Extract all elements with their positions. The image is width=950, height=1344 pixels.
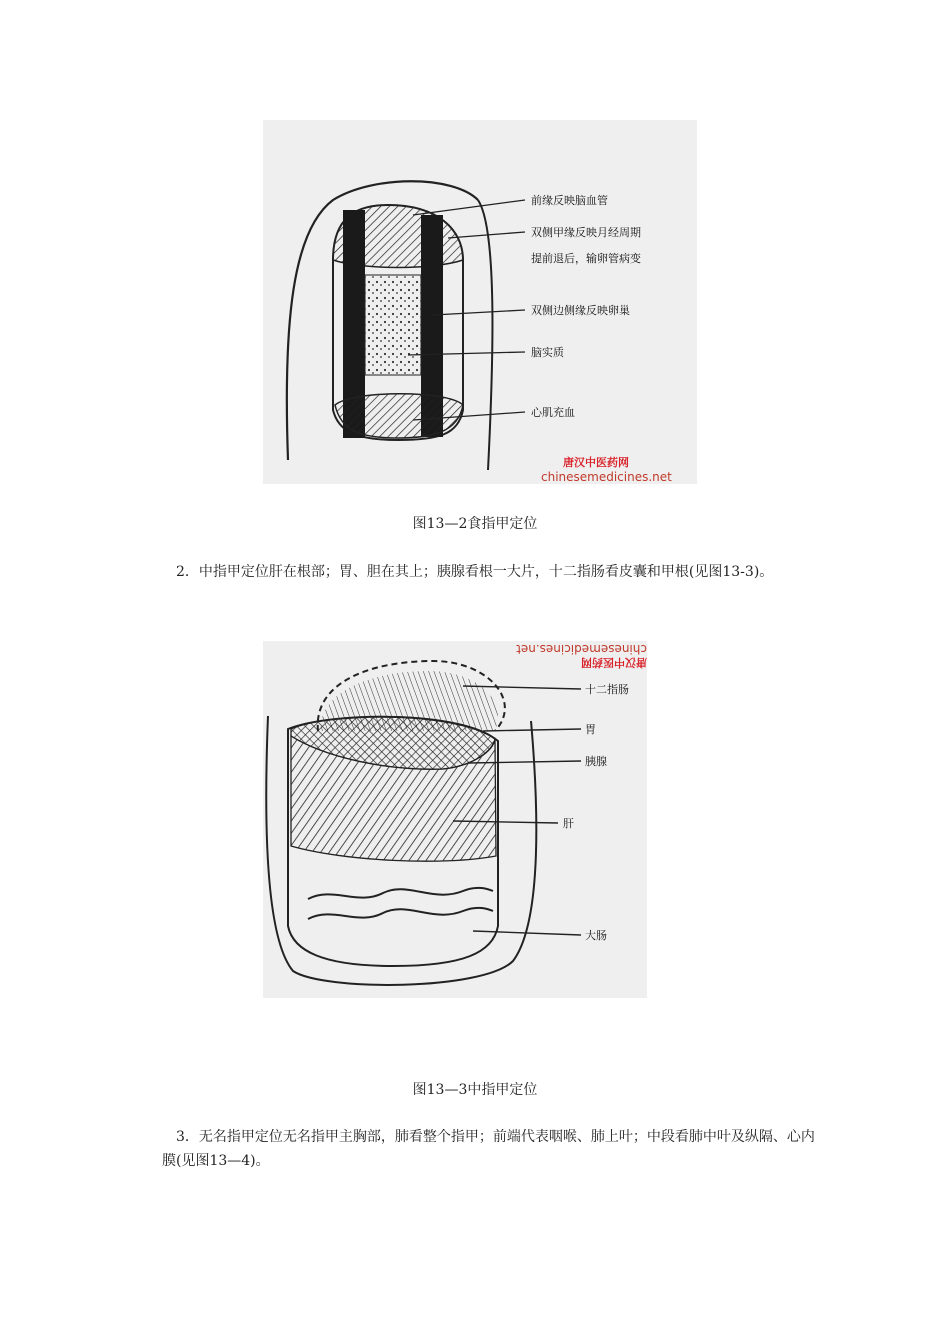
fig1-label-3: 双侧边侧缘反映卵巢 <box>531 304 630 317</box>
fig2-label-3: 肝 <box>563 817 574 830</box>
fig2-watermark-cn: 唐汉中医药网 <box>581 656 647 669</box>
fig2-label-0: 十二指肠 <box>585 683 629 696</box>
paragraph-ring-finger: 3．无名指甲定位无名指甲主胸部，肺看整个指甲；前端代表咽喉、肺上叶；中段看肺中叶及纵隔、心内膜(见图13—4)。 <box>162 1129 815 1169</box>
fig2-watermark-en: chinesemedicines.net <box>516 642 647 656</box>
fig2-label-4: 大肠 <box>585 929 607 942</box>
fig1-label-4: 脑实质 <box>531 346 564 359</box>
fig1-watermark-en: chinesemedicines.net <box>541 470 672 484</box>
figure1-caption: 图13—2食指甲定位 <box>412 516 538 532</box>
fig1-label-5: 心肌充血 <box>531 406 575 419</box>
figure2-caption: 图13—3中指甲定位 <box>412 1082 538 1098</box>
fig2-label-1: 胃 <box>585 723 596 736</box>
fig1-label-1: 双侧甲缘反映月经周期 <box>531 226 641 239</box>
fig1-label-2: 提前退后，输卵管病变 <box>531 252 641 265</box>
fig2-label-2: 胰腺 <box>585 755 607 768</box>
figure-middle-nail <box>263 641 647 998</box>
fig1-label-0: 前缘反映脑血管 <box>531 194 608 207</box>
fig1-watermark-cn: 唐汉中医药网 <box>563 456 629 469</box>
figure-index-nail <box>263 120 697 484</box>
paragraph-middle-finger: 2．中指甲定位肝在根部；胃、胆在其上；胰腺看根一大片，十二指肠看皮囊和甲根(见图13-3)。 <box>176 564 774 580</box>
